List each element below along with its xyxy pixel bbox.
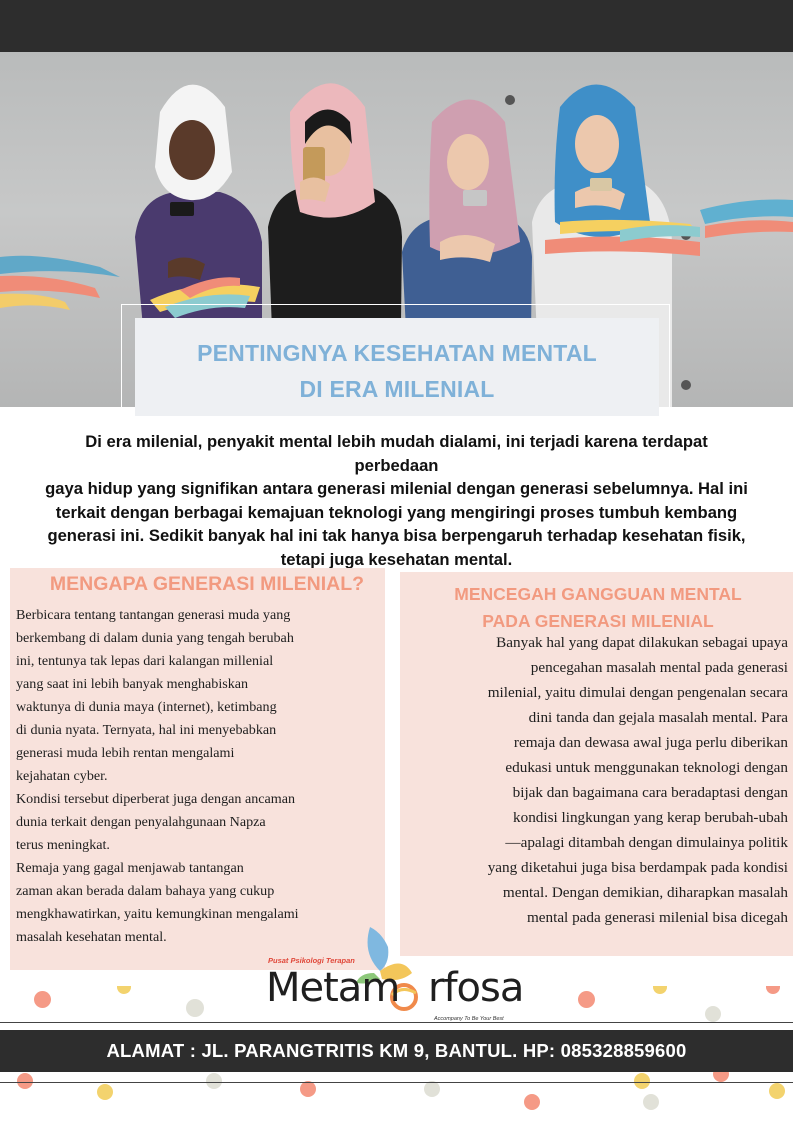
right-line: mental pada generasi milenial bisa dicegah <box>526 909 788 926</box>
left-line: mengkhawatirkan, yaitu kemungkinan mengalami <box>16 906 299 922</box>
right-line: —apalagi ditambah dengan dimulainya politik <box>505 834 788 851</box>
left-line: generasi muda lebih rentan mengalami <box>16 745 235 761</box>
left-section-body <box>16 604 382 949</box>
decor-dot <box>634 1073 650 1089</box>
left-line: Kondisi tersebut diperberat juga dengan ancaman <box>16 791 296 807</box>
intro-paragraph <box>6 430 787 571</box>
right-line: edukasi untuk menggunakan teknologi dengan <box>505 759 788 776</box>
left-line: dunia terkait dengan penyalahgunaan Napza <box>16 814 266 830</box>
left-line: yang saat ini lebih banyak menghabiskan <box>16 676 249 692</box>
footer-address: ALAMAT : JL. PARANGTRITIS KM 9, BANTUL. HP: 085328859600 <box>0 1030 793 1072</box>
decor-dot <box>705 1006 721 1022</box>
left-line: Remaja yang gagal menjawab tantangan <box>16 860 244 876</box>
metamorfosa-logo <box>262 925 532 1025</box>
decor-dot <box>17 1073 33 1089</box>
decor-dot <box>97 1084 113 1100</box>
left-line: terus meningkat. <box>16 837 110 853</box>
decor-dot <box>424 1081 440 1097</box>
right-line: dini tanda dan gejala masalah mental. Para <box>528 709 788 726</box>
left-line: kejahatan cyber. <box>16 768 108 784</box>
right-section-heading-line-2: PADA GENERASI MILENIAL <box>482 611 714 631</box>
right-line: pencegahan masalah mental pada generasi <box>530 659 788 676</box>
right-line: kondisi lingkungan yang kerap berubah-ubah <box>513 809 788 826</box>
left-line: waktunya di dunia maya (internet), ketimbang <box>16 699 277 715</box>
intro-line: perbedaan <box>354 455 439 475</box>
decor-dot <box>578 991 595 1008</box>
divider-line <box>0 1082 793 1083</box>
left-line: ini, tentunya tak lepas dari kalangan millenial <box>16 653 274 669</box>
decor-dot <box>300 1081 316 1097</box>
left-line: masalah kesehatan mental. <box>16 929 167 945</box>
right-section-heading-line-1: MENCEGAH GANGGUAN MENTAL <box>454 584 742 604</box>
title-line-2: DI ERA MILENIAL <box>299 376 495 402</box>
right-section-body <box>403 630 788 930</box>
logo-subtitle: Pusat Psikologi Terapan <box>268 956 355 965</box>
left-line: Berbicara tentang tantangan generasi muda yang <box>16 607 291 623</box>
logo-name-part1: Metam <box>266 965 400 1011</box>
decor-dot <box>117 986 131 994</box>
left-line: zaman akan berada dalam bahaya yang cukup <box>16 883 275 899</box>
right-line: bijak dan bagaimana cara beradaptasi dengan <box>512 784 788 801</box>
intro-line: tetapi juga kesehatan mental. <box>280 549 513 569</box>
left-line: berkembang di dalam dunia yang tengah berubah <box>16 630 294 646</box>
intro-line: generasi ini. Sedikit banyak hal ini tak hanya bisa berpengaruh terhadap kesehatan fisik, <box>47 526 746 545</box>
decor-dot <box>186 999 204 1017</box>
decor-dot <box>766 986 780 994</box>
decor-dot <box>653 986 667 994</box>
decor-dot <box>524 1094 540 1110</box>
intro-line: Di era milenial, penyakit mental lebih mudah dialami, ini terjadi karena terdapat <box>85 432 708 451</box>
top-bar <box>0 0 793 52</box>
left-section-heading: MENGAPA GENERASI MILENIAL? <box>49 573 365 595</box>
right-line: yang diketahui juga bisa berdampak pada kondisi <box>487 859 788 876</box>
right-line: remaja dan dewasa awal juga perlu diberikan <box>513 734 788 751</box>
decor-dot <box>206 1073 222 1089</box>
right-line: milenial, yaitu dimulai dengan pengenalan secara <box>487 684 788 701</box>
right-line: mental. Dengan demikian, diharapkan masalah <box>502 884 788 901</box>
left-line: di dunia nyata. Ternyata, hal ini menyebabkan <box>16 722 277 738</box>
right-line: Banyak hal yang dapat dilakukan sebagai upaya <box>496 634 788 651</box>
intro-line: gaya hidup yang signifikan antara generasi milenial dengan generasi sebelumnya. Hal ini <box>45 479 748 498</box>
intro-line: terkait dengan berbagai kemajuan teknologi yang mengiringi proses tumbuh kembang <box>55 502 738 522</box>
title-line-1: PENTINGNYA KESEHATAN MENTAL <box>197 340 597 366</box>
logo-name-part2: rfosa <box>428 965 524 1011</box>
decor-dot <box>769 1083 785 1099</box>
logo-tagline: Accompany To Be Your Best <box>434 1016 504 1022</box>
decor-dot <box>34 991 51 1008</box>
decor-dot <box>643 1094 659 1110</box>
